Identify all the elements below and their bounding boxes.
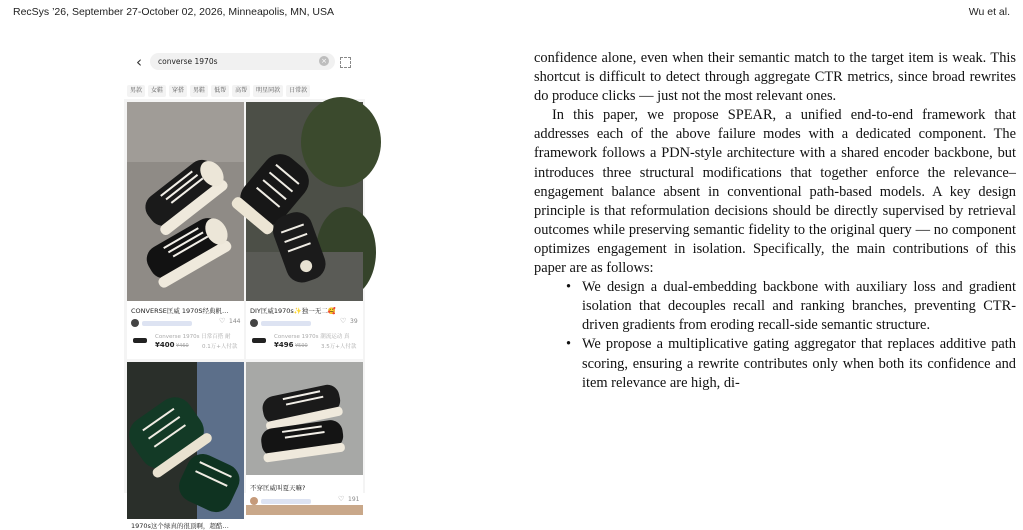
result-card[interactable] <box>127 362 244 530</box>
username-redacted <box>261 321 311 326</box>
list-item <box>534 278 1016 335</box>
purchase-count: 3.5万+人付款 <box>321 344 357 350</box>
filter-chip[interactable]: 男鞋 <box>190 85 208 97</box>
product-photo <box>246 362 363 475</box>
product-name: Converse 1970s 日常百搭 耐 <box>155 334 231 340</box>
back-arrow-icon[interactable]: ‹ <box>136 53 142 71</box>
post-title: 不穿匡威叫夏天嘛? <box>250 484 306 492</box>
product-name: Converse 1970s 潮流运动 真 <box>274 334 350 340</box>
filter-chip[interactable]: 明星同款 <box>253 85 283 97</box>
original-price: ¥460 <box>176 343 189 349</box>
post-title: DIY匡威1970s✨独一无二🥰 <box>250 307 337 315</box>
like-count: 39 <box>350 318 358 325</box>
list-item-text: We propose a multiplicative gating aggregator that replaces additive path scoring, ensuring a rewrite contributes only when both its confidence and item relevance are high, di- <box>582 336 1016 391</box>
paragraph: confidence alone, even when their semantic match to the target item is weak. This shortcut is difficult to detect through aggregate CTR metrics, since broad rewrites do produce clicks — just not the most relevant ones. <box>534 50 1016 105</box>
product-photo <box>127 362 244 519</box>
like-icon[interactable]: ♡ <box>219 317 226 325</box>
running-header-right: Wu et al. <box>968 6 1010 18</box>
filter-chip[interactable]: 低帮 <box>211 85 229 97</box>
purchase-count: 0.1万+人付款 <box>202 344 238 350</box>
product-price: ¥400 <box>155 341 175 349</box>
original-price: ¥590 <box>295 343 308 349</box>
username-redacted <box>261 499 311 504</box>
product-thumbnail <box>252 338 266 343</box>
avatar <box>250 319 258 327</box>
result-card[interactable] <box>246 102 363 359</box>
body-text-column <box>534 49 1016 393</box>
filter-chip[interactable]: 女鞋 <box>148 85 166 97</box>
scan-icon[interactable] <box>340 57 351 68</box>
filter-chip[interactable]: 穿搭 <box>169 85 187 97</box>
like-icon[interactable]: ♡ <box>338 495 345 503</box>
search-bar <box>124 47 365 77</box>
result-card[interactable] <box>246 362 363 502</box>
avatar <box>250 497 258 505</box>
like-icon[interactable]: ♡ <box>340 317 347 325</box>
running-header-left: RecSys ’26, September 27-October 02, 2026, Minneapolis, MN, USA <box>13 6 334 18</box>
list-item <box>534 335 1016 392</box>
product-photo <box>246 102 363 301</box>
product-photo <box>127 102 244 301</box>
filter-chip[interactable]: 男款 <box>127 85 145 97</box>
list-item-text: We design a dual-embedding backbone with auxiliary loss and gradient isolation that decouples recall and ranking branches, preventing CTR-driven gradients from eroding recall-side semantic structure. <box>582 279 1016 334</box>
paragraph: In this paper, we propose SPEAR, a unified end-to-end framework that addresses each of the above failure modes with a dedicated component. The framework follows a PDN-style architecture with a shared encoder backbone, but introduces three structural modifications that together enforce the relevance–engagement balance absent in conventional path-based models. A key design principle is that reformulation decisions should be directly supervised by retrieval outcomes while preserving semantic fidelity to the original query — no component optimizes engagement in isolation. Specifically, the main contributions of this paper are as follows: <box>534 107 1016 277</box>
bullet-icon: • <box>566 279 572 296</box>
search-input[interactable] <box>150 53 335 70</box>
clear-icon[interactable]: × <box>319 56 329 66</box>
contributions-list <box>534 278 1016 393</box>
product-price: ¥496 <box>274 341 294 349</box>
like-count: 191 <box>348 496 360 503</box>
avatar <box>131 319 139 327</box>
product-thumbnail <box>133 338 147 343</box>
filter-chip-row <box>124 77 365 99</box>
next-card-peek <box>246 505 363 515</box>
like-count: 144 <box>229 318 241 325</box>
bullet-icon: • <box>566 336 572 353</box>
search-results-screenshot <box>124 47 365 530</box>
filter-chip[interactable]: 日常款 <box>286 85 310 97</box>
post-title: 1970s这个绿真的很顶啊，超酷… <box>131 522 229 530</box>
search-query: converse 1970s <box>158 57 218 66</box>
username-redacted <box>142 321 192 326</box>
result-card[interactable] <box>127 102 244 359</box>
post-title: CONVERSE匡威 1970S经典帆… <box>131 307 229 315</box>
filter-chip[interactable]: 高帮 <box>232 85 250 97</box>
